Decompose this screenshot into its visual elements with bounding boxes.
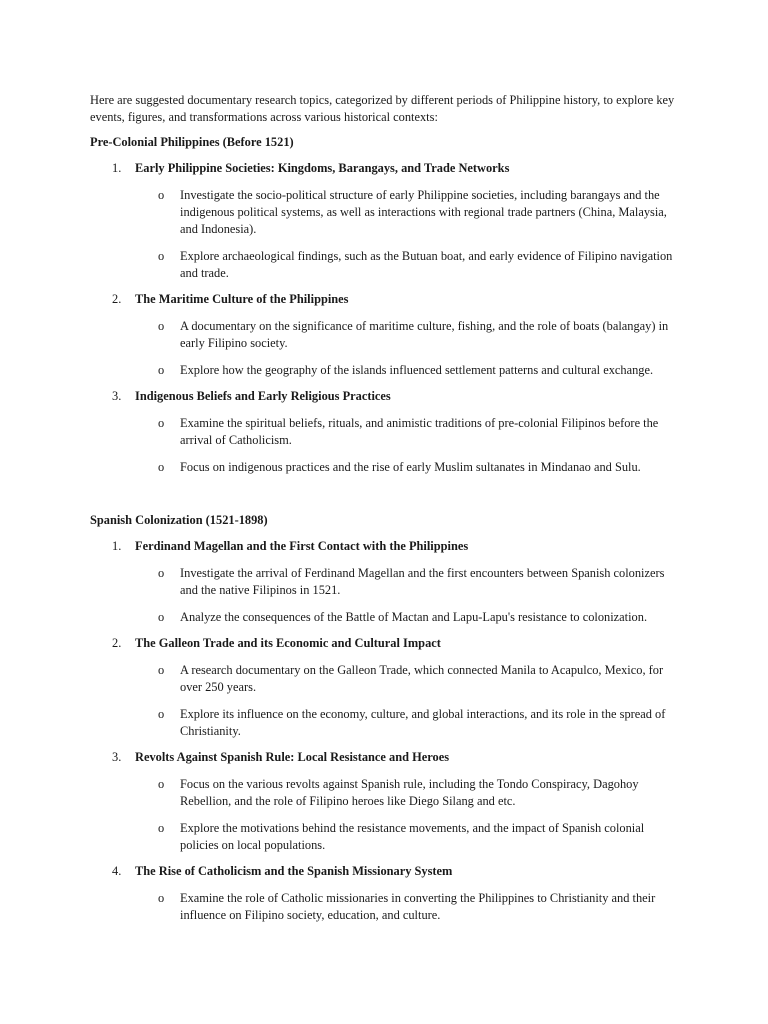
topic-title-row <box>90 749 678 766</box>
bullet-item <box>90 776 678 810</box>
bullet-text: Explore archaeological findings, such as the Butuan boat, and early evidence of Filipino navigation and trade. <box>180 249 673 280</box>
bullet-list <box>90 318 678 379</box>
bullet-text: Analyze the consequences of the Battle of Mactan and Lapu-Lapu's resistance to colonization. <box>180 610 648 624</box>
bullet-text: Investigate the socio-political structure of early Philippine societies, including barangays and the indigenous political systems, as well as interactions with regional trade partners (China, Malaysia, and Indonesia). <box>180 188 667 236</box>
bullet-text: Investigate the arrival of Ferdinand Magellan and the first encounters between Spanish colonizers and the native Filipinos in 1521. <box>180 566 665 597</box>
topic-number: 3. <box>112 750 122 764</box>
topic-number: 2. <box>112 292 122 306</box>
document-page <box>90 92 678 933</box>
bullet-list <box>90 415 678 476</box>
bullet-list <box>90 565 678 626</box>
bullet-item <box>90 415 678 449</box>
bullet-text: Examine the spiritual beliefs, rituals, and animistic traditions of pre-colonial Filipinos before the arrival of Catholicism. <box>180 416 659 447</box>
topic-item <box>90 538 678 626</box>
topic-title: The Maritime Culture of the Philippines <box>135 292 349 306</box>
bullet-text: A documentary on the significance of maritime culture, fishing, and the role of boats (balangay) in early Filipino society. <box>180 319 669 350</box>
circle-bullet-icon: o <box>158 891 165 905</box>
circle-bullet-icon: o <box>158 566 165 580</box>
circle-bullet-icon: o <box>158 319 165 333</box>
bullet-item <box>90 565 678 599</box>
topic-item <box>90 749 678 854</box>
circle-bullet-icon: o <box>158 416 165 430</box>
intro-paragraph: Here are suggested documentary research topics, categorized by different periods of Philippine history, to explore key events, figures, and transformations across various historical contexts: <box>90 93 675 124</box>
bullet-item <box>90 706 678 740</box>
topic-title-row <box>90 538 678 555</box>
topic-list <box>90 538 678 924</box>
bullet-text: Explore how the geography of the islands influenced settlement patterns and cultural exchange. <box>180 363 654 377</box>
bullet-text: Examine the role of Catholic missionaries in converting the Philippines to Christianity and their influence on Filipino society, education, and culture. <box>180 891 656 922</box>
topic-item <box>90 160 678 282</box>
topic-item <box>90 291 678 379</box>
bullet-text: Explore its influence on the economy, culture, and global interactions, and its role in the spread of Christianity. <box>180 707 666 738</box>
bullet-list <box>90 890 678 924</box>
topic-title: Early Philippine Societies: Kingdoms, Barangays, and Trade Networks <box>135 161 510 175</box>
topic-number: 1. <box>112 161 122 175</box>
sections-container <box>90 134 678 924</box>
circle-bullet-icon: o <box>158 777 165 791</box>
circle-bullet-icon: o <box>158 821 165 835</box>
topic-title: Indigenous Beliefs and Early Religious Practices <box>135 389 391 403</box>
circle-bullet-icon: o <box>158 460 165 474</box>
section-heading: Pre-Colonial Philippines (Before 1521) <box>90 135 294 149</box>
circle-bullet-icon: o <box>158 249 165 263</box>
bullet-item <box>90 609 678 626</box>
topic-number: 3. <box>112 389 122 403</box>
bullet-list <box>90 662 678 740</box>
bullet-text: A research documentary on the Galleon Trade, which connected Manila to Acapulco, Mexico, for over 250 years. <box>180 663 664 694</box>
bullet-text: Focus on the various revolts against Spanish rule, including the Tondo Conspiracy, Dagohoy Rebellion, and the role of Filipino heroes like Diego Silang and etc. <box>180 777 639 808</box>
bullet-list <box>90 187 678 282</box>
topic-item <box>90 863 678 924</box>
topic-title-row <box>90 388 678 405</box>
bullet-item <box>90 248 678 282</box>
bullet-text: Focus on indigenous practices and the rise of early Muslim sultanates in Mindanao and Sulu. <box>180 460 641 474</box>
circle-bullet-icon: o <box>158 707 165 721</box>
bullet-item <box>90 318 678 352</box>
topic-title-row <box>90 160 678 177</box>
bullet-item <box>90 890 678 924</box>
topic-title: Revolts Against Spanish Rule: Local Resistance and Heroes <box>135 750 450 764</box>
bullet-list <box>90 776 678 854</box>
section-heading: Spanish Colonization (1521-1898) <box>90 513 268 527</box>
bullet-item <box>90 820 678 854</box>
bullet-item <box>90 187 678 238</box>
circle-bullet-icon: o <box>158 610 165 624</box>
topic-item <box>90 388 678 476</box>
circle-bullet-icon: o <box>158 188 165 202</box>
topic-title-row <box>90 863 678 880</box>
topic-title-row <box>90 635 678 652</box>
topic-number: 4. <box>112 864 122 878</box>
circle-bullet-icon: o <box>158 363 165 377</box>
topic-number: 2. <box>112 636 122 650</box>
topic-title: Ferdinand Magellan and the First Contact with the Philippines <box>135 539 469 553</box>
topic-title: The Rise of Catholicism and the Spanish Missionary System <box>135 864 453 878</box>
topic-list <box>90 160 678 476</box>
bullet-text: Explore the motivations behind the resistance movements, and the impact of Spanish colonial policies on local populations. <box>180 821 645 852</box>
topic-title-row <box>90 291 678 308</box>
bullet-item <box>90 662 678 696</box>
bullet-item <box>90 362 678 379</box>
topic-number: 1. <box>112 539 122 553</box>
topic-title: The Galleon Trade and its Economic and Cultural Impact <box>135 636 441 650</box>
bullet-item <box>90 459 678 476</box>
circle-bullet-icon: o <box>158 663 165 677</box>
topic-item <box>90 635 678 740</box>
